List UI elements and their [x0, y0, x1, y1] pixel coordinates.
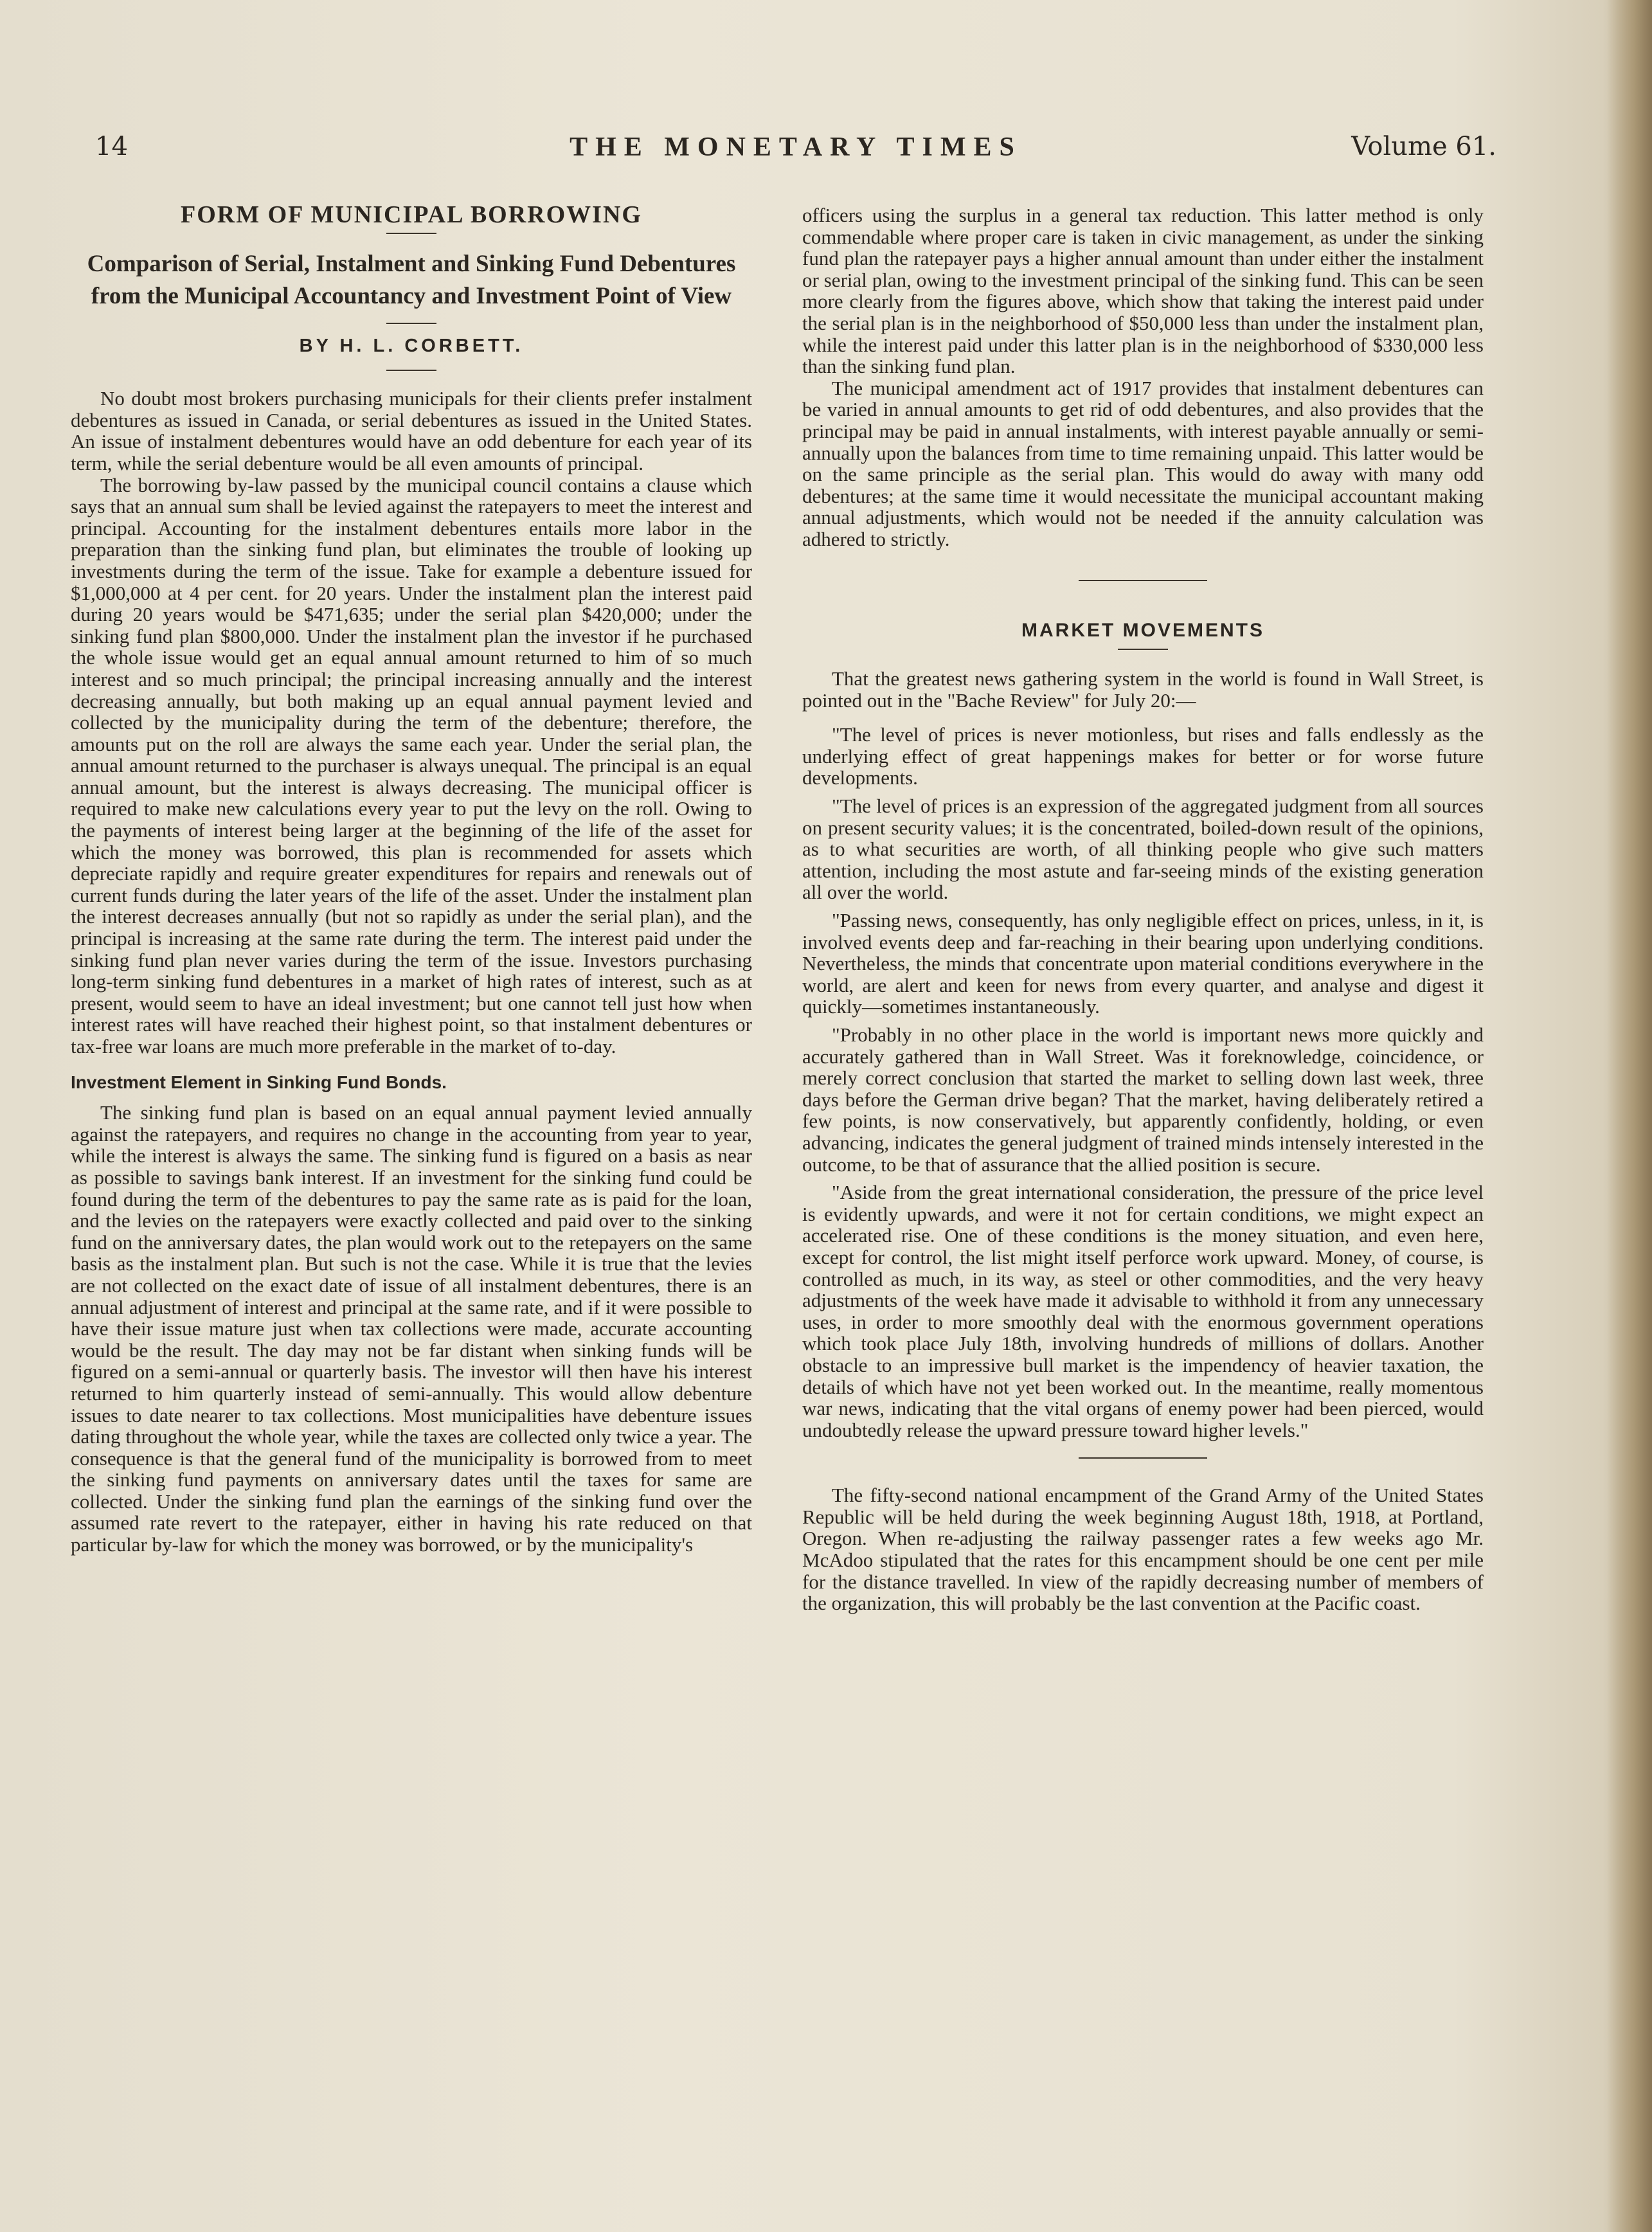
article-byline: BY H. L. CORBETT. — [299, 335, 524, 356]
quote-paragraph: "The level of prices is an expression of the aggregated judgment from all sources on present security values; it is the concentrated, boiled-down result of the opinions, as to what securities are worth, of all thinking people who give such matters attention, including the most astute and far-seeing minds of the existing generation all over the world. — [802, 795, 1484, 904]
masthead: THE MONETARY TIMES — [570, 132, 1022, 162]
section-divider — [1079, 580, 1207, 581]
article-paragraph: No doubt most brokers purchasing municipals for their clients prefer instalment debentures as issued in Canada, or serial debentures as issued in the United States. An issue of instalment debentures would have an odd debenture for each year of its term, while the serial debenture would be all even amounts of principal. — [71, 387, 752, 474]
page-header — [95, 132, 1496, 170]
divider-rule — [386, 323, 436, 324]
article-paragraph: The fifty-second national encampment of the Grand Army of the United States Republic will be held during the week beginning August 18th, 1918, at Portland, Oregon. When re-adjusting the railway passenger rates a few weeks ago Mr. McAdoo stipulated that the rates for this encampment should be one cent per mile for the distance travelled. In view of the rapidly decreasing number of members of the organization, this will probably be the last convention at the Pacific coast. — [802, 1484, 1484, 1615]
quote-paragraph: "Aside from the great international consideration, the pressure of the price level is evidently upwards, and were it not for certain conditions, we might expect an accelerated rise. One of these conditions is the money situation, and even here, except for control, the list might itself perforce work upward. Money, of course, is controlled as much, in its way, as steel or other commodities, and the very heavy adjustments of the week have made it advisable to withhold it from any unnecessary uses, in order to more smoothly deal with the enormous government operations which took place July 18th, involving hundreds of millions of dollars. Another obstacle to an impressive bull market is the impendency of heavier taxation, the details of which have not yet been worked out. In the meantime, really momentous war news, indicating that the vital organs of enemy power had been pierced, would undoubtedly release the upward pressure toward higher levels." — [802, 1181, 1484, 1441]
section-divider — [1079, 1457, 1207, 1459]
volume-label: Volume 61. — [1351, 132, 1496, 161]
page-spine-shadow — [1607, 0, 1652, 2232]
article-subtitle: Comparison of Serial, Instalment and Sinking Fund Debentures from the Municipal Accountancy and Investment Point of View — [87, 250, 736, 309]
left-column — [71, 201, 752, 1556]
article-title: FORM OF MUNICIPAL BORROWING — [181, 201, 642, 228]
right-column — [802, 204, 1484, 1614]
divider-rule — [386, 233, 436, 234]
article-paragraph: That the greatest news gathering system in the world is found in Wall Street, is pointed out in the "Bache Review" for July 20:— — [802, 667, 1484, 712]
section-title: MARKET MOVEMENTS — [1021, 619, 1264, 641]
page-number: 14 — [95, 132, 128, 161]
article-paragraph: The borrowing by-law passed by the municipal council contains a clause which says that an annual sum shall be levied against the ratepayers to meet the interest and principal. Accounting for the instalment debentures entails more labor in the preparation than the sinking fund plan, but eliminates the trouble of looking up investments during the term of the issue. Take for example a debenture issued for $1,000,000 at 4 per cent. for 20 years. Under the instalment plan the interest paid during 20 years would be $471,635; under the serial plan $420,000; under the sinking fund plan $800,000. Under the instalment plan the investor if he purchased the whole issue would get an equal annual amount returned to him of so much interest and so much principal; the principal increasing annually and the interest decreasing annually, but both making up an equal annual payment levied and collected by the municipality during the term of the debenture; therefore, the amounts put on the roll are always the same each year. Under the serial plan, the annual amount returned to the purchaser is always unequal. The principal is an equal annual amount, but the interest is always decreasing. The municipal officer is required to make new calculations every year to put the levy on the roll. Owing to the payments of interest being larger at the beginning of the life of the asset for which the money was borrowed, this plan is recommended for assets which depreciate rapidly and require greater expenditures for repairs and renewals out of current funds during the later years of the life of the asset. Under the instalment plan the interest decreases annually (but not so rapidly as under the serial plan), and the principal is increasing at the same rate during the term. The interest paid under the sinking fund plan never varies during the term of the issue. Investors purchasing long-term sinking fund debentures in a market of high rates of interest, such as at present, would seem to have an ideal investment; but one cannot tell just how when interest rates will have reached their highest point, so that instalment debentures or tax-free war loans are much more preferable in the market of to-day. — [71, 473, 752, 1058]
article-paragraph: officers using the surplus in a general tax reduction. This latter method is only commendable where proper care is taken in civic management, as under the sinking fund plan the ratepayer pays a higher annual amount than under either the instalment or serial plan, owing to the investment principal of the sinking fund. This can be seen more clearly from the figures above, which show that taking the interest paid under the serial plan is in the neighborhood of $50,000 less than under the instalment plan, while the interest paid under this latter plan is in the neighborhood of $330,000 less than the sinking fund plan. — [802, 204, 1484, 378]
quote-paragraph: "The level of prices is never motionless, but rises and falls endlessly as the underlying effect of great happenings makes for better or for worse future developments. — [802, 723, 1484, 789]
quote-paragraph: "Probably in no other place in the world is important news more quickly and accurately gathered than in Wall Street. Was it foreknowledge, coincidence, or merely correct conclusion that started the market to selling down last week, three days before the German drive began? That the market, having deliberately retired a few points, is now conservatively, but apparently confidently, holding, or even advancing, indicates the general judgment of trained minds intensely interested in the outcome, to be that of assurance that the allied position is secure. — [802, 1023, 1484, 1176]
divider-rule — [386, 370, 436, 371]
quote-paragraph: "Passing news, consequently, has only negligible effect on prices, unless, in it, is involved events deep and far-reaching in their bearing upon underlying conditions. Nevertheless, the minds that concentrate upon material conditions everywhere in the world, are alert and keen for news from every quarter, and analyse and digest it quickly—sometimes instantaneously. — [802, 909, 1484, 1018]
article-paragraph: The sinking fund plan is based on an equal annual payment levied annually against the ratepayers, and requires no change in the accounting from year to year, while the interest is always the same. The sinking fund is figured on a basis as near as possible to savings bank interest. If an investment for the sinking fund could be found during the term of the debentures to pay the same rate as is paid for the loan, and the levies on the ratepayers were exactly collected and paid over to the sinking fund on the anniversary dates, the plan would work out to the retepayers on the same basis as the instalment plan. But such is not the case. While it is true that the levies are not collected on the exact date of issue of all instalment debentures, there is an annual adjustment of interest and principal at the same rate, and if it were possible to have their issue mature just when tax collections were made, accurate accounting would be the result. The day may not be far distant when sinking funds will be figured on a semi-annual or quarterly basis. The investor will then have his interest returned to him quarterly instead of semi-annually. This would allow debenture issues to date nearer to tax collections. Most municipalities have debenture issues dating throughout the whole year, while the taxes are collected only twice a year. The consequence is that the general fund of the municipality is borrowed from to meet the sinking fund payments on anniversary dates until the taxes for same are collected. Under the sinking fund plan the earnings of the sinking fund over the assumed rate revert to the ratepayer, either in having his rate reduced on that particular by-law for which the money was borrowed, or by the municipality's — [71, 1101, 752, 1556]
article-paragraph: The municipal amendment act of 1917 provides that instalment debentures can be varied in annual amounts to get rid of odd debentures, and also provides that the principal may be paid in annual instalments, with interest payable annually or semi-annually upon the balances from time to time remaining unpaid. This latter would be on the same principle as the serial plan. This would do away with many odd debentures; at the same time it would necessitate the municipal accountant making annual adjustments, which would not be needed if the annuity calculation was adhered to strictly. — [802, 376, 1484, 550]
section-subhead: Investment Element in Sinking Fund Bonds. — [71, 1072, 447, 1092]
divider-rule — [1118, 649, 1168, 650]
